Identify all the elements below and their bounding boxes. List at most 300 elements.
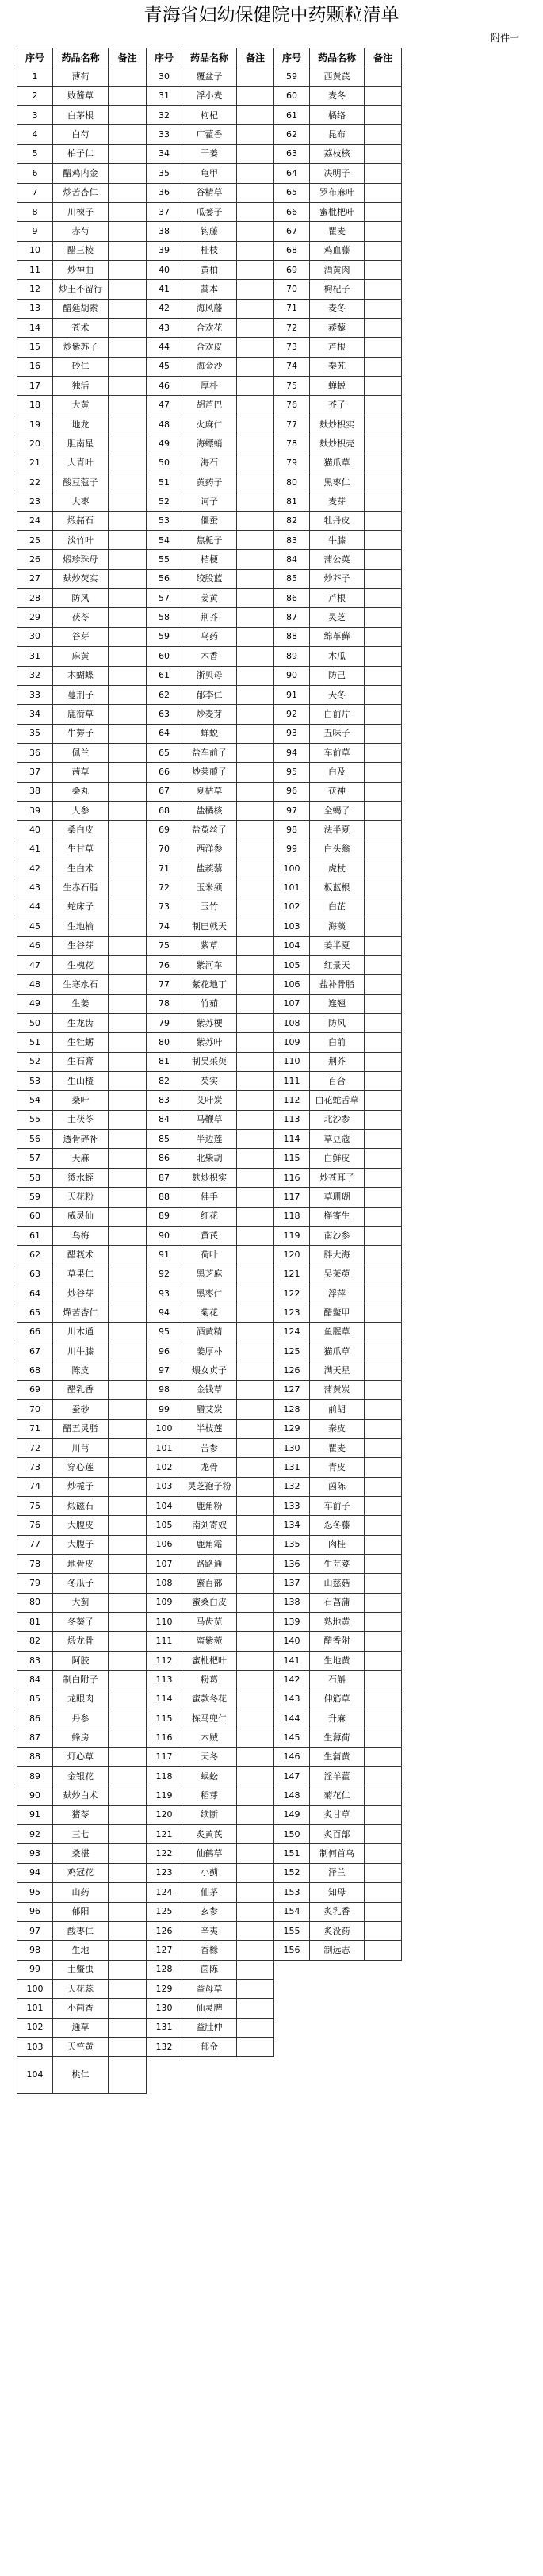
remark-cell (109, 1361, 147, 1380)
blank-cell (182, 2057, 237, 2094)
item-number: 113 (147, 1671, 182, 1690)
table-row (17, 222, 402, 241)
remark-cell (109, 550, 147, 569)
remark-cell (237, 666, 274, 685)
table-row (17, 454, 402, 473)
item-number: 59 (147, 627, 182, 646)
drug-name: 桑叶 (53, 1091, 109, 1110)
remark-cell (109, 86, 147, 105)
remark-cell (237, 357, 274, 376)
drug-name: 盐蒺藜 (182, 859, 237, 878)
remark-cell (365, 1110, 402, 1129)
item-number: 117 (274, 1188, 310, 1207)
remark-cell (365, 1361, 402, 1380)
drug-name: 冬葵子 (53, 1613, 109, 1632)
remark-cell (365, 840, 402, 859)
item-number: 54 (147, 530, 182, 549)
item-number: 5 (17, 144, 53, 163)
remark-cell (237, 859, 274, 878)
remark-cell (109, 1555, 147, 1574)
drug-name: 西洋参 (182, 840, 237, 859)
drug-name: 盐车前子 (182, 743, 237, 762)
drug-name: 醋鸡内金 (53, 164, 109, 183)
remark-cell (365, 1458, 402, 1477)
table-row (17, 492, 402, 511)
remark-cell (109, 260, 147, 279)
remark-cell (365, 396, 402, 415)
item-number: 40 (17, 821, 53, 840)
item-number: 77 (274, 415, 310, 434)
drug-name: 干姜 (182, 144, 237, 163)
remark-cell (237, 1496, 274, 1515)
remark-cell (109, 1941, 147, 1960)
table-row (17, 666, 402, 685)
table-row (17, 1613, 402, 1632)
drug-name: 苍术 (53, 319, 109, 338)
item-number: 106 (274, 975, 310, 994)
blank-cell (365, 1999, 402, 2018)
remark-cell (365, 106, 402, 125)
item-number: 81 (147, 1052, 182, 1071)
item-number: 136 (274, 1555, 310, 1574)
item-number: 42 (17, 859, 53, 878)
drug-name: 木香 (182, 647, 237, 666)
remark-cell (237, 1380, 274, 1399)
item-number: 152 (274, 1863, 310, 1882)
item-number: 19 (17, 415, 53, 434)
item-number: 43 (17, 878, 53, 898)
remark-cell (109, 415, 147, 434)
item-number: 110 (147, 1613, 182, 1632)
blank-cell (310, 2057, 365, 2094)
drug-name: 粉葛 (182, 1671, 237, 1690)
drug-name: 生地黄 (310, 1651, 365, 1670)
drug-name: 紫河车 (182, 955, 237, 974)
remark-cell (365, 164, 402, 183)
drug-name: 木贼 (182, 1728, 237, 1747)
remark-cell (109, 1902, 147, 1921)
item-number: 118 (147, 1766, 182, 1786)
table-row (17, 1265, 402, 1284)
remark-cell (365, 319, 402, 338)
herb-list-table (17, 48, 402, 2094)
item-number: 43 (147, 319, 182, 338)
remark-cell (237, 434, 274, 454)
item-number: 108 (274, 1013, 310, 1032)
drug-name: 荔枝核 (310, 144, 365, 163)
item-number: 8 (17, 202, 53, 221)
table-row (17, 1496, 402, 1515)
remark-cell (109, 1535, 147, 1554)
item-number: 108 (147, 1574, 182, 1593)
remark-cell (109, 1246, 147, 1265)
remark-cell (237, 1555, 274, 1574)
remark-cell (109, 1072, 147, 1091)
drug-name: 蜂房 (53, 1728, 109, 1747)
drug-name: 紫苏叶 (182, 1033, 237, 1052)
remark-cell (109, 357, 147, 376)
drug-name: 茯神 (310, 782, 365, 801)
remark-cell (365, 763, 402, 782)
drug-name: 蔓荆子 (53, 685, 109, 704)
remark-cell (237, 1013, 274, 1032)
table-row (17, 1786, 402, 1805)
item-number: 41 (147, 280, 182, 299)
drug-name: 生姜 (53, 994, 109, 1013)
remark-cell (237, 1033, 274, 1052)
remark-cell (365, 125, 402, 144)
blank-cell (147, 2057, 182, 2094)
table-row (17, 1921, 402, 1940)
remark-cell (237, 492, 274, 511)
remark-cell (237, 1960, 274, 1979)
remark-cell (237, 1072, 274, 1091)
table-row (17, 1825, 402, 1844)
remark-cell (109, 511, 147, 530)
remark-cell (109, 319, 147, 338)
table-row (17, 1747, 402, 1766)
remark-cell (237, 763, 274, 782)
remark-cell (237, 1593, 274, 1612)
drug-name: 浙贝母 (182, 666, 237, 685)
remark-cell (109, 183, 147, 202)
item-number: 58 (17, 1168, 53, 1187)
remark-cell (365, 917, 402, 936)
item-number: 79 (274, 454, 310, 473)
remark-cell (109, 1690, 147, 1709)
table-row (17, 859, 402, 878)
remark-cell (365, 67, 402, 86)
drug-name: 白茅根 (53, 106, 109, 125)
item-number: 30 (17, 627, 53, 646)
remark-cell (365, 724, 402, 743)
drug-name: 白及 (310, 763, 365, 782)
drug-name: 麸炒枳壳 (310, 434, 365, 454)
table-row (17, 377, 402, 396)
remark-cell (237, 1438, 274, 1457)
item-number: 42 (147, 299, 182, 318)
drug-name: 香橼 (182, 1941, 237, 1960)
remark-cell (109, 1052, 147, 1071)
table-row (17, 1632, 402, 1651)
item-number: 88 (147, 1188, 182, 1207)
drug-name: 麦冬 (310, 86, 365, 105)
remark-cell (109, 241, 147, 260)
remark-cell (237, 511, 274, 530)
drug-name: 续断 (182, 1805, 237, 1824)
drug-name: 北柴胡 (182, 1149, 237, 1168)
drug-name: 草豆蔻 (310, 1130, 365, 1149)
drug-name: 石菖蒲 (310, 1593, 365, 1612)
item-number: 18 (17, 396, 53, 415)
remark-cell (237, 260, 274, 279)
drug-name: 木瓜 (310, 647, 365, 666)
table-row (17, 1883, 402, 1902)
drug-name: 麦芽 (310, 492, 365, 511)
drug-name: 麦冬 (310, 299, 365, 318)
drug-name: 胖大海 (310, 1246, 365, 1265)
item-number: 140 (274, 1632, 310, 1651)
item-number: 156 (274, 1941, 310, 1960)
remark-cell (365, 1322, 402, 1342)
item-number: 141 (274, 1651, 310, 1670)
remark-cell (365, 975, 402, 994)
table-row (17, 2018, 402, 2037)
remark-cell (109, 1825, 147, 1844)
drug-name: 黄药子 (182, 473, 237, 492)
drug-name: 盐菟丝子 (182, 821, 237, 840)
remark-cell (365, 241, 402, 260)
item-number: 114 (147, 1690, 182, 1709)
drug-name: 桑椹 (53, 1844, 109, 1863)
item-number: 66 (147, 763, 182, 782)
item-number: 6 (17, 164, 53, 183)
remark-cell (109, 1130, 147, 1149)
drug-name: 茜草 (53, 763, 109, 782)
item-number: 64 (274, 164, 310, 183)
drug-name: 黑芝麻 (182, 1265, 237, 1284)
drug-name: 天麻 (53, 1149, 109, 1168)
item-number: 9 (17, 222, 53, 241)
item-number: 122 (274, 1284, 310, 1303)
item-number: 104 (274, 936, 310, 955)
drug-name: 石斛 (310, 1671, 365, 1690)
item-number: 36 (147, 183, 182, 202)
item-number: 101 (147, 1438, 182, 1457)
table-row (17, 1574, 402, 1593)
remark-cell (109, 1709, 147, 1728)
item-number: 56 (147, 569, 182, 588)
remark-cell (237, 1632, 274, 1651)
drug-name: 前胡 (310, 1400, 365, 1419)
remark-cell (365, 1651, 402, 1670)
remark-cell (237, 975, 274, 994)
item-number: 142 (274, 1671, 310, 1690)
item-number: 133 (274, 1496, 310, 1515)
item-number: 75 (17, 1496, 53, 1515)
remark-cell (237, 936, 274, 955)
drug-name: 醋莪术 (53, 1246, 109, 1265)
item-number: 105 (147, 1516, 182, 1535)
item-number: 129 (274, 1419, 310, 1438)
drug-name: 泽兰 (310, 1863, 365, 1882)
item-number: 72 (17, 1438, 53, 1457)
drug-name: 决明子 (310, 164, 365, 183)
item-number: 119 (274, 1226, 310, 1245)
drug-name: 法半夏 (310, 821, 365, 840)
remark-cell (365, 260, 402, 279)
drug-name: 浮萍 (310, 1284, 365, 1303)
item-number: 40 (147, 260, 182, 279)
item-number: 95 (17, 1883, 53, 1902)
table-row (17, 821, 402, 840)
drug-name: 小茴香 (53, 1999, 109, 2018)
item-number: 145 (274, 1728, 310, 1747)
item-number: 121 (147, 1825, 182, 1844)
drug-name: 麻黄 (53, 647, 109, 666)
remark-cell (237, 1786, 274, 1805)
drug-name: 胆南星 (53, 434, 109, 454)
drug-name: 川牛膝 (53, 1342, 109, 1361)
item-number: 62 (274, 125, 310, 144)
remark-cell (365, 1555, 402, 1574)
drug-name: 熟地黄 (310, 1613, 365, 1632)
drug-name: 淡竹叶 (53, 530, 109, 549)
table-row (17, 1728, 402, 1747)
item-number: 44 (147, 338, 182, 357)
item-number: 130 (274, 1438, 310, 1457)
drug-name: 黄柏 (182, 260, 237, 279)
drug-name: 炒苦杏仁 (53, 183, 109, 202)
remark-cell (365, 1013, 402, 1032)
item-number: 55 (147, 550, 182, 569)
item-number: 115 (147, 1709, 182, 1728)
drug-name: 白头翁 (310, 840, 365, 859)
item-number: 82 (17, 1632, 53, 1651)
drug-name: 紫花地丁 (182, 975, 237, 994)
item-number: 91 (274, 685, 310, 704)
remark-cell (365, 1825, 402, 1844)
item-number: 100 (17, 1979, 53, 1998)
drug-name: 马鞭草 (182, 1110, 237, 1129)
drug-name: 玄参 (182, 1902, 237, 1921)
drug-name: 瓜蒌子 (182, 202, 237, 221)
remark-cell (109, 1013, 147, 1032)
item-number: 114 (274, 1130, 310, 1149)
drug-name: 桔梗 (182, 550, 237, 569)
drug-name: 生牡蛎 (53, 1033, 109, 1052)
item-number: 31 (17, 647, 53, 666)
item-number: 71 (17, 1419, 53, 1438)
item-number: 99 (17, 1960, 53, 1979)
drug-name: 虎杖 (310, 859, 365, 878)
remark-cell (365, 86, 402, 105)
item-number: 15 (17, 338, 53, 357)
remark-cell (109, 280, 147, 299)
item-number: 39 (17, 802, 53, 821)
item-number: 45 (17, 917, 53, 936)
remark-cell (237, 2038, 274, 2057)
drug-name: 龙眼肉 (53, 1690, 109, 1709)
table-row (17, 86, 402, 105)
remark-cell (109, 1400, 147, 1419)
drug-name: 吴茱萸 (310, 1265, 365, 1284)
drug-name: 绞股蓝 (182, 569, 237, 588)
drug-name: 土茯苓 (53, 1110, 109, 1129)
item-number: 59 (17, 1188, 53, 1207)
remark-cell (237, 2018, 274, 2037)
item-number: 89 (17, 1766, 53, 1786)
drug-name: 土鳖虫 (53, 1960, 109, 1979)
remark-cell (365, 1766, 402, 1786)
drug-name: 马齿苋 (182, 1613, 237, 1632)
remark-cell (109, 377, 147, 396)
drug-name: 南沙参 (310, 1226, 365, 1245)
item-number: 21 (17, 454, 53, 473)
remark-cell (365, 898, 402, 917)
header-drug-name: 药品名称 (53, 48, 109, 67)
drug-name: 生龙齿 (53, 1013, 109, 1032)
remark-cell (237, 1883, 274, 1902)
drug-name: 蜜紫菀 (182, 1632, 237, 1651)
remark-cell (109, 1844, 147, 1863)
table-row (17, 1013, 402, 1032)
remark-cell (109, 569, 147, 588)
drug-name: 炙甘草 (310, 1805, 365, 1824)
table-row (17, 955, 402, 974)
remark-cell (237, 1246, 274, 1265)
drug-name: 灵芝孢子粉 (182, 1477, 237, 1496)
item-number: 33 (17, 685, 53, 704)
drug-name: 蒿本 (182, 280, 237, 299)
item-number: 127 (147, 1941, 182, 1960)
item-number: 70 (147, 840, 182, 859)
drug-name: 灯心草 (53, 1747, 109, 1766)
item-number: 100 (274, 859, 310, 878)
drug-name: 醋五灵脂 (53, 1419, 109, 1438)
item-number: 66 (17, 1322, 53, 1342)
remark-cell (365, 878, 402, 898)
remark-cell (109, 1207, 147, 1226)
drug-name: 地骨皮 (53, 1555, 109, 1574)
blank-cell (237, 2057, 274, 2094)
item-number: 80 (274, 473, 310, 492)
remark-cell (109, 434, 147, 454)
remark-cell (365, 415, 402, 434)
item-number: 87 (17, 1728, 53, 1747)
drug-name: 制巴戟天 (182, 917, 237, 936)
drug-name: 拣马兜仁 (182, 1709, 237, 1728)
item-number: 93 (17, 1844, 53, 1863)
item-number: 86 (147, 1149, 182, 1168)
table-row (17, 569, 402, 588)
remark-cell (365, 1226, 402, 1245)
table-row (17, 434, 402, 454)
remark-cell (365, 1786, 402, 1805)
table-row (17, 1844, 402, 1863)
drug-name: 合欢皮 (182, 338, 237, 357)
remark-cell (237, 994, 274, 1013)
drug-name: 海藻 (310, 917, 365, 936)
drug-name: 猫爪草 (310, 454, 365, 473)
table-row (17, 1941, 402, 1960)
blank-cell (310, 2038, 365, 2057)
drug-name: 酸豆蔻子 (53, 473, 109, 492)
table-row (17, 1188, 402, 1207)
item-number: 4 (17, 125, 53, 144)
remark-cell (237, 840, 274, 859)
drug-name: 白前片 (310, 705, 365, 724)
drug-name: 谷精草 (182, 183, 237, 202)
remark-cell (365, 859, 402, 878)
table-row (17, 1072, 402, 1091)
item-number: 22 (17, 473, 53, 492)
drug-name: 白芍 (53, 125, 109, 144)
drug-name: 桃仁 (53, 2057, 109, 2094)
drug-name: 炒神曲 (53, 260, 109, 279)
item-number: 67 (147, 782, 182, 801)
item-number: 85 (17, 1690, 53, 1709)
drug-name: 猪苓 (53, 1805, 109, 1824)
drug-name: 姜黄 (182, 589, 237, 608)
item-number: 73 (17, 1458, 53, 1477)
item-number: 17 (17, 377, 53, 396)
drug-name: 火麻仁 (182, 415, 237, 434)
drug-name: 芥子 (310, 396, 365, 415)
drug-name: 天冬 (310, 685, 365, 704)
drug-name: 醋鳖甲 (310, 1303, 365, 1322)
item-number: 150 (274, 1825, 310, 1844)
